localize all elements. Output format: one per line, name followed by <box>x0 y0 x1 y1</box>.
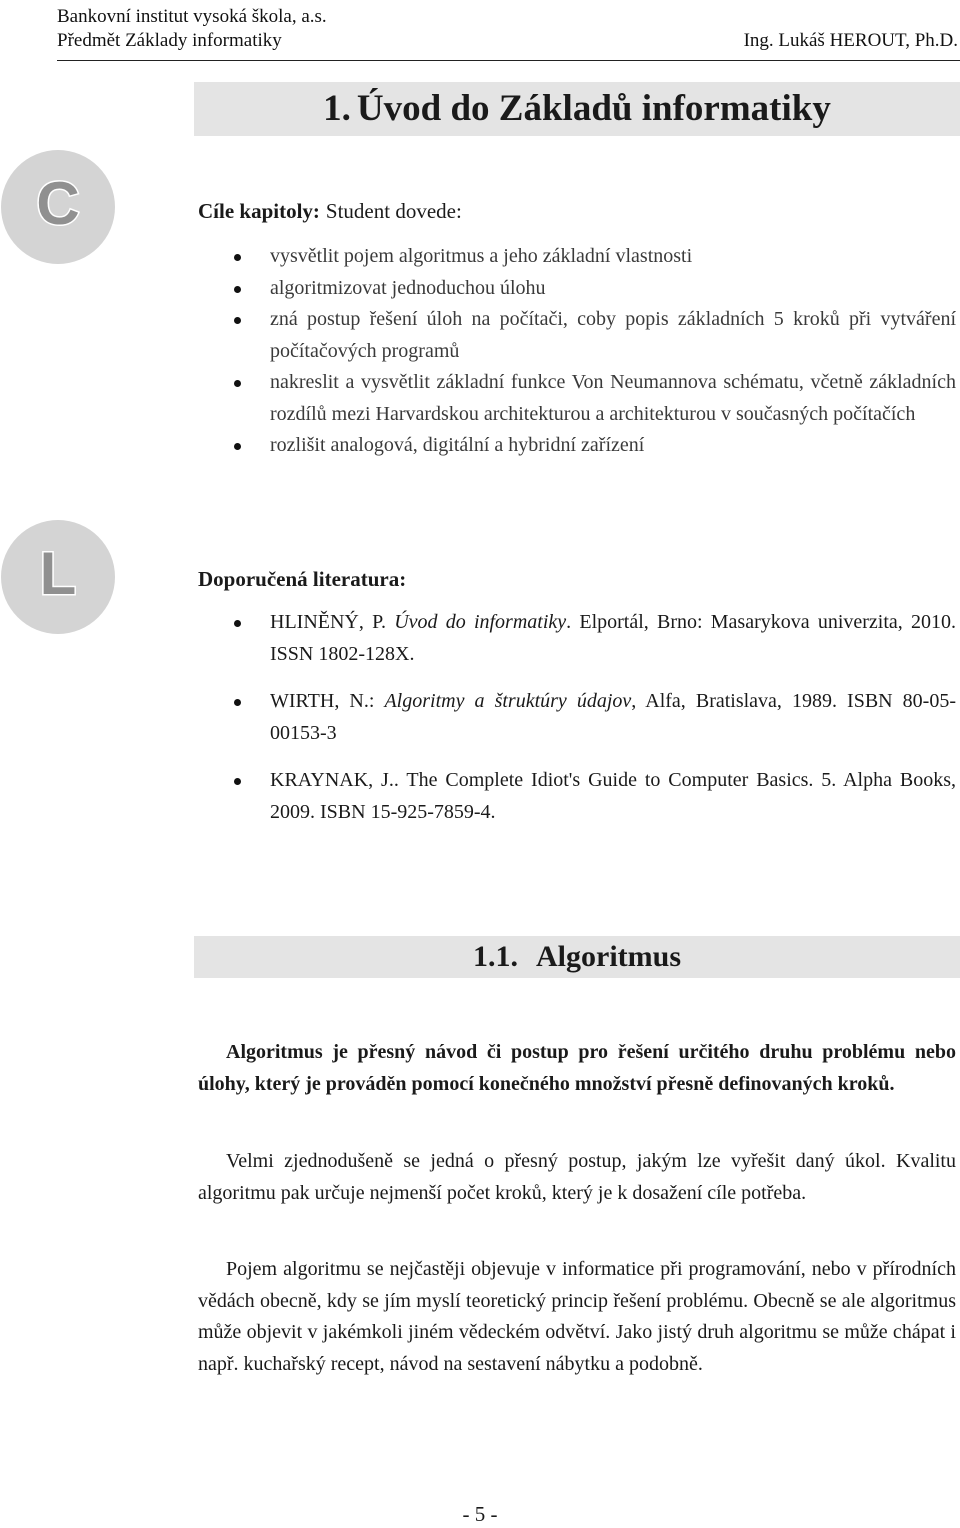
goal-item: algoritmizovat jednoduchou úlohu <box>198 273 956 305</box>
literature-l-icon: L <box>1 520 115 634</box>
literature-item: WIRTH, N.: Algoritmy a štruktúry údajov, Alfa, Bratislava, 1989. ISBN 80-05-00153-3 <box>198 686 956 749</box>
literature-item: KRAYNAK, J.. The Complete Idiot's Guide to Computer Basics. 5. Alpha Books, 2009. ISBN 15-925-7859-4. <box>198 765 956 828</box>
chapter-title <box>194 84 960 134</box>
chapter-title-text: Úvod do Základů informatiky <box>356 88 831 129</box>
goals-heading <box>198 196 462 226</box>
body-paragraph: Pojem algoritmu se nejčastěji objevuje v informatice při programování, nebo v přírodních vědách obecně, kdy se jím myslí teoretický princip řešení problému. Obecně se ale algoritmus může objevit v jakémkoli jiném vědeckém odvětví. Jako jistý druh algoritmu se může chápat i např. kuchařský recept, návod na sestavení nábytku a podobně. <box>198 1258 956 1375</box>
section-title-text: Algoritmus <box>536 940 681 973</box>
header-course: Předmět Základy informatiky <box>57 30 282 51</box>
section-title-bar <box>194 936 960 978</box>
section-number: 1.1. <box>473 940 518 973</box>
chapter-title-bar <box>194 82 960 136</box>
literature-list <box>198 607 956 828</box>
definition-paragraph: Algoritmus je přesný návod či postup pro řešení určitého druhu problému nebo úlohy, který je prováděn pomocí konečného množství přesně definovaných kroků. <box>198 1041 956 1095</box>
chapter-number: 1. <box>323 88 351 129</box>
header-institution: Bankovní institut vysoká škola, a.s. <box>57 6 327 27</box>
goal-item: zná postup řešení úloh na počítači, coby popis základních 5 kroků při vytváření počítačových programů <box>198 304 956 367</box>
literature-heading: Doporučená literatura: <box>198 567 407 591</box>
header-rule <box>57 60 960 61</box>
goals-c-icon: C <box>1 150 115 264</box>
page-number: - 5 - <box>462 1502 498 1526</box>
goal-item: vysvětlit pojem algoritmus a jeho základní vlastnosti <box>198 241 956 273</box>
body-paragraph: Velmi zjednodušeně se jedná o přesný postup, jakým lze vyřešit daný úkol. Kvalitu algoritmu pak určuje nejmenší počet kroků, který je k dosažení cíle potřeba. <box>198 1150 956 1204</box>
goals-label: Cíle kapitoly: <box>198 199 320 223</box>
goals-list <box>198 241 956 462</box>
goal-item: rozlišit analogová, digitální a hybridní zařízení <box>198 430 956 462</box>
goal-item: nakreslit a vysvětlit základní funkce Von Neumannova schématu, včetně základních rozdílů mezi Harvardskou architekturou a architekturou v současných počítačích <box>198 367 956 430</box>
goals-intro: Student dovede: <box>325 199 462 223</box>
header-author: Ing. Lukáš HEROUT, Ph.D. <box>743 30 958 51</box>
literature-item: HLINĚNÝ, P. Úvod do informatiky. Elportál, Brno: Masarykova univerzita, 2010. ISSN 1802-128X. <box>198 607 956 670</box>
section-title <box>194 936 960 978</box>
